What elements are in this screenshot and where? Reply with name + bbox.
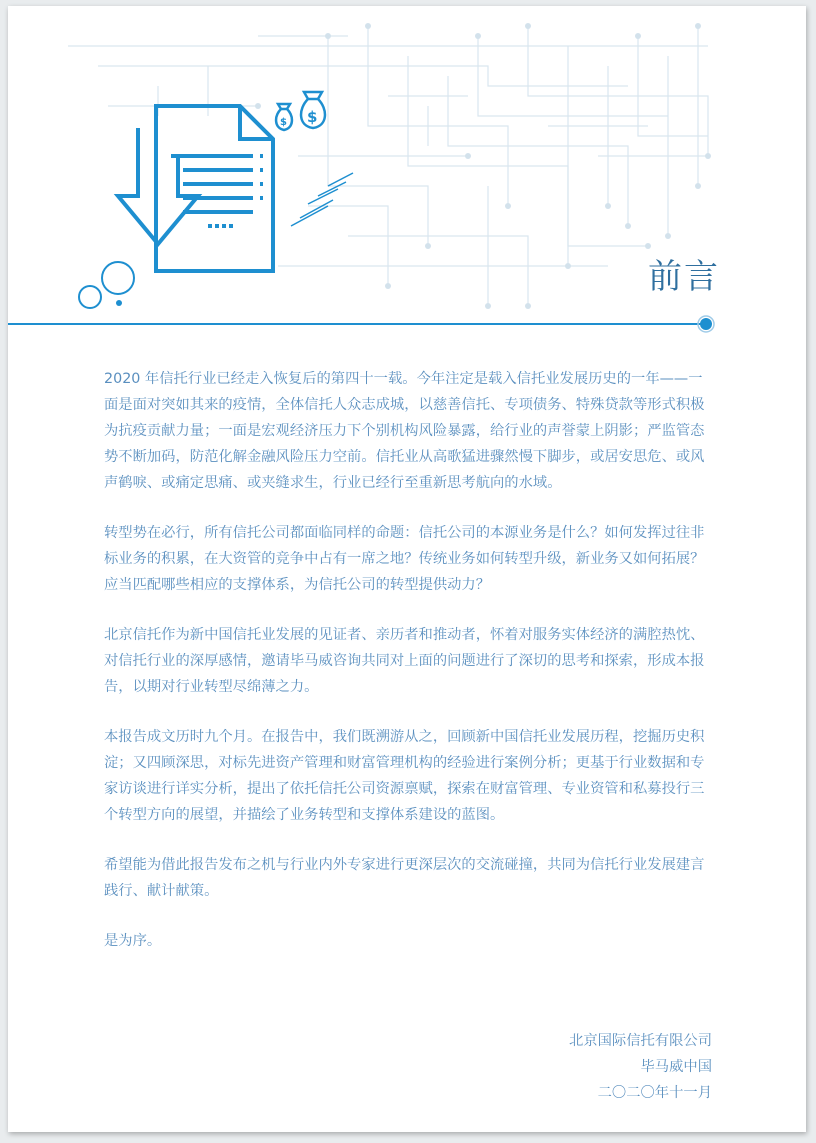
document-page [8,6,806,1132]
svg-text:$: $ [307,108,318,126]
circuit-background [68,26,708,306]
page-title: 前言 [648,257,720,297]
signature-org-1: 北京国际信托有限公司 [569,1033,712,1049]
preface-body [104,366,716,978]
divider-end-dot [700,318,712,330]
document-download-icon [118,106,273,271]
paragraph-1: 2020 年信托行业已经走入恢复后的第四十一载。今年注定是载入信托业发展历史的一年——一面是面对突如其来的疫情，全体信托人众志成城，以慈善信托、专项债务、特殊贷款等形式积极为抗疫贡献力量；一面是宏观经济压力下个别机构风险暴露，给行业的声誉蒙上阴影；严监管态势不断加码，防范化解金融风险压力空前。信托业从高歌猛进骤然慢下脚步，或居安思危、或风声鹤唳、或痛定思痛、或夹缝求生，行业已经行至重新思考航向的水域。 [104,371,705,491]
signature-org-2: 毕马威中国 [640,1059,712,1075]
signature-date: 二〇二〇年十一月 [597,1085,712,1101]
paragraph-3: 北京信托作为新中国信托业发展的见证者、亲历者和推动者，怀着对服务实体经济的满腔热忱、对信托行业的深厚感情，邀请毕马威咨询共同对上面的问题进行了深切的思考和探索，形成本报告，以期对行业转型尽绵薄之力。 [104,627,705,695]
signature-block [569,1028,712,1106]
paragraph-2: 转型势在必行，所有信托公司都面临同样的命题：信托公司的本源业务是什么？如何发挥过往非标业务的积累，在大资管的竞争中占有一席之地？传统业务如何转型升级，新业务又如何拓展？应当匹配哪些相应的支撑体系，为信托公司的转型提供动力？ [104,525,705,593]
speed-lines-decoration [291,173,353,226]
paragraph-4: 本报告成文历时九个月。在报告中，我们既溯游从之，回顾新中国信托业发展历程，挖掘历史积淀；又四顾深思，对标先进资产管理和财富管理机构的经验进行案例分析；更基于行业数据和专家访谈进行详实分析，提出了依托信托公司资源禀赋，探索在财富管理、专业资管和私募投行三个转型方向的展望，并描绘了业务转型和支撑体系建设的蓝图。 [104,729,705,823]
document-lines [171,156,263,226]
circle-decoration-icon [79,262,134,308]
small-dot [116,300,122,306]
paragraph-5: 希望能为借此报告发布之机与行业内外专家进行更深层次的交流碰撞，共同为信托行业发展建言践行、献计献策。 [104,857,705,899]
paragraph-closing: 是为序。 [104,933,162,949]
svg-text:$: $ [280,117,287,128]
money-bag-icon [276,92,325,130]
